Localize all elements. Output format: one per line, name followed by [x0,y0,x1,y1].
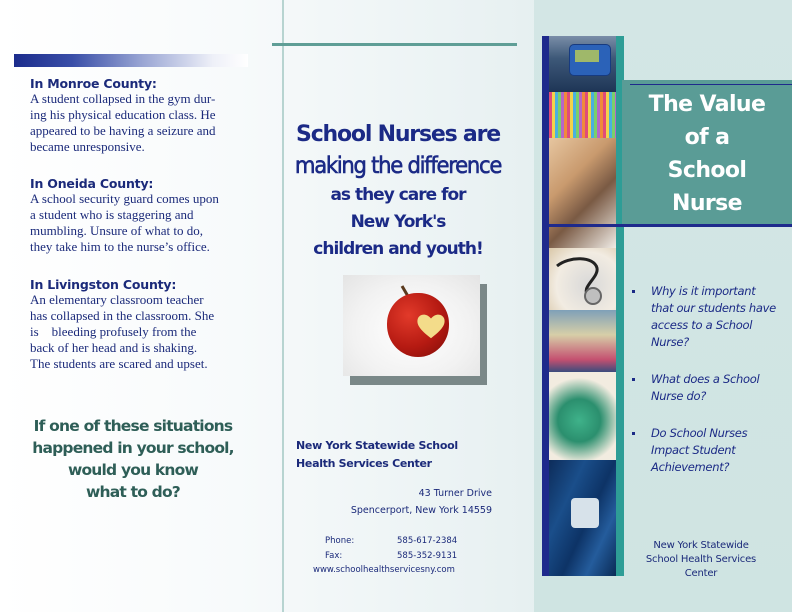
nurse-with-child-photo [549,138,616,248]
story-line: mumbling. Unsure of what to do, [30,223,203,238]
callout-question [24,415,242,503]
story-line: a student who is staggering and [30,207,194,222]
callout-line: happened in your school, [32,439,234,457]
phone-value: 585-617-2384 [397,536,458,546]
title-rule-bottom [542,224,792,227]
story-line: they take him to the nurse’s office. [30,239,210,254]
question-item [630,283,780,351]
middle-panel [264,0,534,612]
callout-line: would you know [67,461,199,479]
apple-image [343,275,480,376]
footer-organization [638,539,764,581]
headline-line: School Nurses are [296,122,500,147]
footer-org-line: Center [684,568,718,579]
question-text: What does a School Nurse do? [651,372,760,403]
title-line: The Value [648,92,766,117]
apple-photo [343,275,487,381]
headline-line: New York's [350,212,446,232]
left-panel [0,0,264,612]
story-oneida [30,176,240,255]
phone-row [312,534,457,549]
bullet-icon [632,432,635,435]
story-line: has collapsed in the classroom. She [30,308,215,323]
title-line: Nurse [672,191,742,216]
story-line: is bleeding profusely from the [30,324,197,339]
insulin-pump-photo [549,36,616,92]
headline-line: making the difference [294,153,502,179]
question-text: Why is it important that our students have access to a School Nurse? [651,284,776,349]
brochure-title [622,88,792,220]
photo-strip [549,36,616,576]
story-line: An elementary classroom teacher [30,292,204,307]
address [304,485,492,519]
question-item [630,371,780,405]
story-line: A student collapsed in the gym dur- [30,91,216,106]
callout-line: what to do? [85,483,180,501]
story-heading: In Oneida County: [30,176,154,191]
crayons-photo [549,92,616,138]
story-heading: In Monroe County: [30,76,157,91]
title-rule-top [630,84,792,85]
question-text: Do School Nurses Impact Student Achievement? [651,426,748,474]
title-line: School [667,158,747,183]
story-line: became unresponsive. [30,139,145,154]
question-item [630,425,780,476]
org-name-line: Health Services Center [296,457,432,470]
story-livingston [30,277,240,372]
vertical-rule [282,0,284,612]
headline-line: as they care for [330,185,466,205]
story-line: The students are scared and upset. [30,356,208,371]
story-monroe [30,76,240,155]
contact-info [312,534,457,564]
fax-value: 585-352-9131 [397,551,458,561]
headline [278,120,518,263]
story-heading: In Livingston County: [30,277,177,292]
puzzle-photo [549,460,616,576]
fax-row [312,549,457,564]
street-address: 43 Turner Drive [418,488,492,499]
city-state-zip: Spencerport, New York 14559 [350,505,492,516]
phone-label: Phone: [325,536,355,546]
callout-line: If one of these situations [33,417,233,435]
org-name-line: New York Statewide School [296,439,458,452]
bullet-icon [632,290,635,293]
bullet-icon [632,378,635,381]
classroom-photo [549,310,616,372]
stethoscope-icon [549,248,616,310]
heart-icon [416,311,446,341]
stethoscope-photo [549,248,616,310]
insulin-pump-icon [569,44,611,76]
footer-org-line: New York Statewide [653,540,749,551]
navy-strip [542,36,549,576]
story-line: ing his physical education class. He [30,107,216,122]
footer-org-line: School Health Services [645,554,757,565]
horizontal-rule [272,43,517,46]
website-link[interactable]: www.schoolhealthservicesny.com [313,565,455,575]
story-line: appeared to be having a seizure and [30,123,216,138]
organization-name [296,437,516,473]
inhaler-photo [549,372,616,460]
question-list [630,283,780,496]
story-line: A school security guard comes upon [30,191,219,206]
title-line: of a [684,125,730,150]
headline-line: children and youth! [313,239,483,259]
fax-label: Fax: [325,551,343,561]
puzzle-piece-icon [571,498,599,528]
right-panel [534,0,792,612]
story-line: back of her head and is shaking. [30,340,198,355]
gradient-header-bar [14,54,248,67]
